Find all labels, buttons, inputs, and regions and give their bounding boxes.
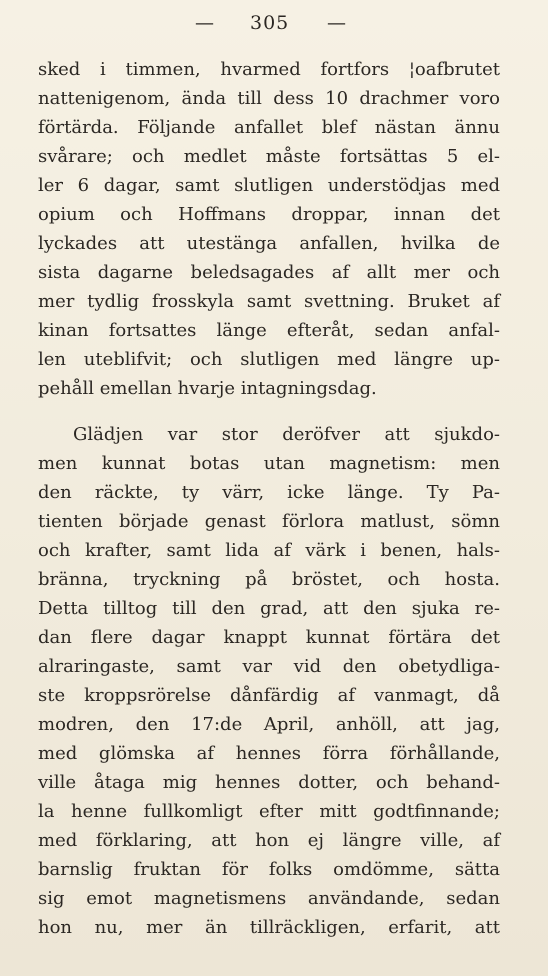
text-line: men kunnat botas utan magnetism: men: [38, 453, 500, 474]
text-line: opium och Hoffmans droppar, innan det: [38, 204, 500, 225]
text-line: och krafter, samt lida af värk i benen, hals-: [38, 540, 500, 561]
text-line: kinan fortsattes länge efteråt, sedan anfal-: [38, 320, 500, 341]
text-line: sked i timmen, hvarmed fortfors ¦oafbrutet: [38, 59, 500, 80]
text-line: Detta tilltog till den grad, att den sjuka re-: [38, 598, 500, 619]
text-line: modren, den 17:de April, anhöll, att jag,: [38, 714, 500, 735]
text-line: sista dagarne beledsagades af allt mer och: [38, 262, 500, 283]
text-line: mer tydlig frosskyla samt svettning. Bruket af: [38, 291, 500, 312]
text-line: len uteblifvit; och slutligen med längre up-: [38, 349, 500, 370]
text-line: dan flere dagar knappt kunnat förtära det: [38, 627, 500, 648]
text-line: alraringaste, samt var vid den obetydliga-: [38, 656, 500, 677]
page-number: 305: [250, 12, 290, 34]
text-line: svårare; och medlet måste fortsättas 5 el-: [38, 146, 500, 167]
text-line: nattenigenom, ända till dess 10 drachmer voro: [38, 88, 500, 109]
text-line: barnslig fruktan för folks omdömme, sätta: [38, 859, 500, 880]
text-line: Glädjen var stor deröfver att sjukdo-: [73, 424, 500, 445]
header-dash-right: —: [327, 12, 346, 34]
text-line: la henne fullkomligt efter mitt godtfinnande;: [38, 801, 500, 822]
text-line: hon nu, mer än tillräckligen, erfarit, att: [38, 917, 500, 938]
text-line: pehåll emellan hvarje intagningsdag.: [38, 378, 377, 399]
text-line: ler 6 dagar, samt slutligen understödjas med: [38, 175, 500, 196]
text-line: sig emot magnetismens användande, sedan: [38, 888, 500, 909]
text-line: ste kroppsrörelse dånfärdig af vanmagt, då: [38, 685, 500, 706]
text-line: bränna, tryckning på bröstet, och hosta.: [38, 569, 500, 590]
header-dash-left: —: [195, 12, 214, 34]
text-line: tienten började genast förlora matlust, sömn: [38, 511, 500, 532]
text-line: lyckades att utestänga anfallen, hvilka de: [38, 233, 500, 254]
text-line: den räckte, ty värr, icke länge. Ty Pa-: [38, 482, 500, 503]
page-header: [0, 10, 548, 40]
text-line: ville åtaga mig hennes dotter, och behand-: [38, 772, 500, 793]
text-line: med förklaring, att hon ej längre ville, af: [38, 830, 500, 851]
text-line: förtärda. Följande anfallet blef nästan ännu: [38, 117, 500, 138]
text-line: med glömska af hennes förra förhållande,: [38, 743, 500, 764]
